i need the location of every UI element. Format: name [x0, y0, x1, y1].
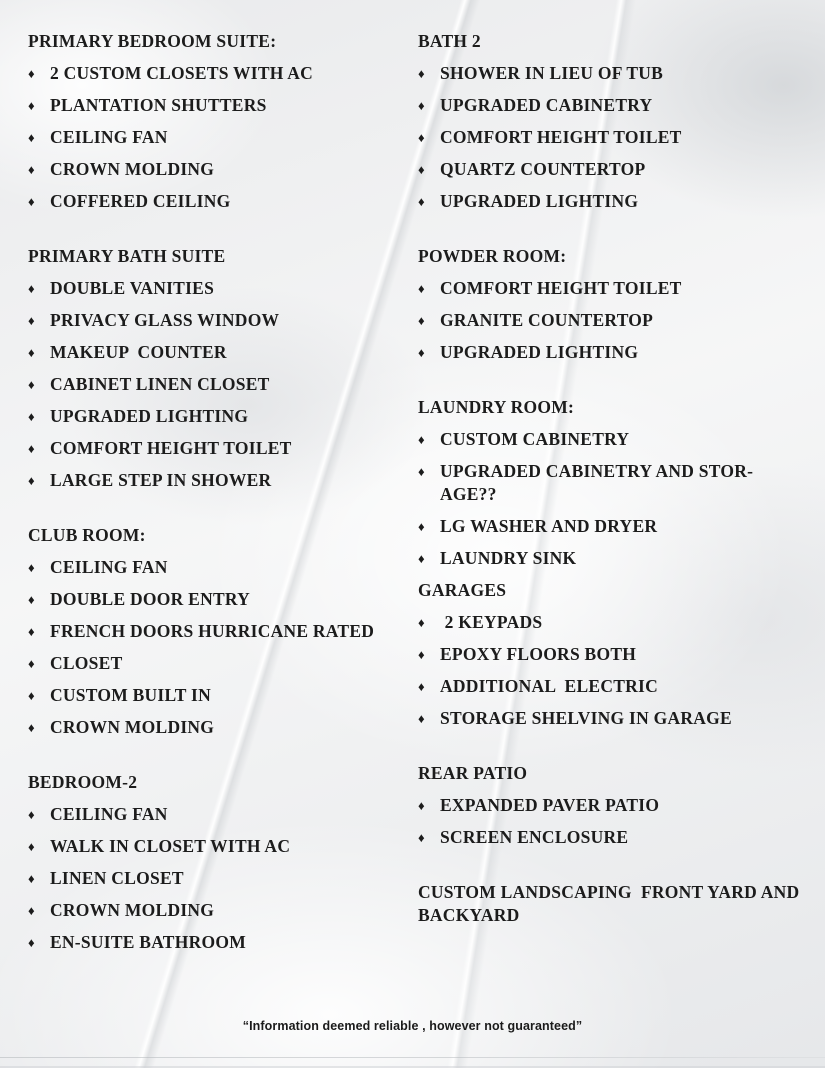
- diamond-bullet-icon: ♦: [418, 830, 425, 845]
- feature-item-text: CEILING FAN: [50, 557, 168, 577]
- feature-item: [28, 835, 410, 858]
- section-title-club-room: CLUB ROOM:: [28, 525, 146, 545]
- section-primary-bath-suite: [28, 245, 410, 492]
- feature-item-text: QUARTZ COUNTERTOP: [440, 159, 646, 179]
- feature-item-text: 2 CUSTOM CLOSETS WITH AC: [50, 63, 314, 83]
- feature-item-text: COMFORT HEIGHT TOILET: [50, 438, 292, 458]
- diamond-bullet-icon: ♦: [418, 432, 425, 447]
- feature-item: [28, 158, 410, 181]
- feature-item-text: EXPANDED PAVER PATIO: [440, 795, 660, 815]
- feature-item: [28, 716, 410, 739]
- feature-item-text: LAUNDRY SINK: [440, 548, 577, 568]
- feature-item: [28, 277, 410, 300]
- feature-item-text: STORAGE SHELVING IN GARAGE: [440, 708, 732, 728]
- feature-item-text: SHOWER IN LIEU OF TUB: [440, 63, 664, 83]
- section-laundry-room: [418, 396, 804, 570]
- feature-item: [418, 428, 804, 451]
- feature-item-text: UPGRADED LIGHTING: [440, 191, 639, 211]
- diamond-bullet-icon: ♦: [28, 345, 35, 360]
- diamond-bullet-icon: ♦: [28, 688, 35, 703]
- diamond-bullet-icon: ♦: [418, 519, 425, 534]
- diamond-bullet-icon: ♦: [28, 313, 35, 328]
- feature-item-text: CROWN MOLDING: [50, 900, 215, 920]
- section-bath-2: [418, 30, 804, 213]
- diamond-bullet-icon: ♦: [28, 656, 35, 671]
- section-bedroom-2: [28, 771, 410, 954]
- feature-item: [28, 620, 410, 643]
- feature-item-text: PLANTATION SHUTTERS: [50, 95, 267, 115]
- section-title-primary-bedroom-suite: PRIMARY BEDROOM SUITE:: [28, 31, 277, 51]
- feature-item-text: WALK IN CLOSET WITH AC: [50, 836, 291, 856]
- diamond-bullet-icon: ♦: [418, 551, 425, 566]
- diamond-bullet-icon: ♦: [418, 281, 425, 296]
- diamond-bullet-icon: ♦: [28, 473, 35, 488]
- feature-item-text: MAKEUP COUNTER: [50, 342, 227, 362]
- diamond-bullet-icon: ♦: [418, 98, 425, 113]
- diamond-bullet-icon: ♦: [28, 560, 35, 575]
- section-title-custom-landscaping: CUSTOM LANDSCAPING FRONT YARD AND BACKYARD: [418, 882, 805, 925]
- diamond-bullet-icon: ♦: [28, 935, 35, 950]
- diamond-bullet-icon: ♦: [418, 313, 425, 328]
- feature-item: [418, 707, 804, 730]
- diamond-bullet-icon: ♦: [418, 130, 425, 145]
- feature-item: [28, 803, 410, 826]
- feature-item: [28, 62, 410, 85]
- diamond-bullet-icon: ♦: [28, 441, 35, 456]
- diamond-bullet-icon: ♦: [28, 592, 35, 607]
- feature-item: [28, 867, 410, 890]
- diamond-bullet-icon: ♦: [418, 66, 425, 81]
- feature-item: [418, 643, 804, 666]
- feature-item: [418, 675, 804, 698]
- diamond-bullet-icon: ♦: [418, 647, 425, 662]
- feature-item: [418, 611, 804, 634]
- disclaimer-text: “Information deemed reliable , however not guaranteed”: [242, 1019, 583, 1033]
- feature-item: [418, 826, 804, 849]
- diamond-bullet-icon: ♦: [418, 711, 425, 726]
- diamond-bullet-icon: ♦: [28, 409, 35, 424]
- diamond-bullet-icon: ♦: [418, 194, 425, 209]
- section-title-bath-2: BATH 2: [418, 31, 481, 51]
- feature-item: [28, 309, 410, 332]
- feature-item: [418, 277, 804, 300]
- feature-item-text: CUSTOM CABINETRY: [440, 429, 630, 449]
- feature-item: [418, 94, 804, 117]
- diamond-bullet-icon: ♦: [418, 679, 425, 694]
- feature-item: [28, 437, 410, 460]
- feature-item-text: 2 KEYPADS: [440, 612, 543, 632]
- feature-item-text: CEILING FAN: [50, 804, 168, 824]
- left-column: [28, 30, 410, 963]
- feature-item: [28, 405, 410, 428]
- marble-seam-line: [0, 1057, 825, 1058]
- feature-item: [28, 684, 410, 707]
- feature-item-text: CUSTOM BUILT IN: [50, 685, 211, 705]
- feature-item: [28, 373, 410, 396]
- diamond-bullet-icon: ♦: [28, 871, 35, 886]
- feature-item: [28, 190, 410, 213]
- feature-item-text: COFFERED CEILING: [50, 191, 231, 211]
- feature-item: [28, 931, 410, 954]
- feature-item: [28, 126, 410, 149]
- diamond-bullet-icon: ♦: [418, 615, 425, 630]
- feature-item-text: LARGE STEP IN SHOWER: [50, 470, 272, 490]
- feature-item: [28, 469, 410, 492]
- feature-item-text: CROWN MOLDING: [50, 717, 215, 737]
- feature-item-text: PRIVACY GLASS WINDOW: [50, 310, 280, 330]
- feature-item-text: DOUBLE VANITIES: [50, 278, 215, 298]
- feature-item-text: LINEN CLOSET: [50, 868, 184, 888]
- feature-item-text: CABINET LINEN CLOSET: [50, 374, 270, 394]
- feature-item-text: UPGRADED CABINETRY: [440, 95, 653, 115]
- feature-item-text: CEILING FAN: [50, 127, 168, 147]
- feature-item-text: DOUBLE DOOR ENTRY: [50, 589, 251, 609]
- section-title-primary-bath-suite: PRIMARY BATH SUITE: [28, 246, 226, 266]
- feature-item-text: UPGRADED CABINETRY AND STOR-AGE??: [440, 461, 754, 504]
- diamond-bullet-icon: ♦: [418, 464, 425, 479]
- diamond-bullet-icon: ♦: [28, 194, 35, 209]
- feature-item: [28, 94, 410, 117]
- right-column: [418, 30, 804, 936]
- section-primary-bedroom-suite: [28, 30, 410, 213]
- feature-item: [28, 556, 410, 579]
- feature-item: [28, 341, 410, 364]
- feature-item: [28, 899, 410, 922]
- feature-item-text: ADDITIONAL ELECTRIC: [440, 676, 658, 696]
- section-title-bedroom-2: BEDROOM-2: [28, 772, 138, 792]
- diamond-bullet-icon: ♦: [28, 807, 35, 822]
- feature-item: [418, 309, 804, 332]
- diamond-bullet-icon: ♦: [28, 162, 35, 177]
- feature-item-text: EN-SUITE BATHROOM: [50, 932, 246, 952]
- feature-item-text: COMFORT HEIGHT TOILET: [440, 127, 682, 147]
- feature-item: [418, 126, 804, 149]
- feature-item-text: CROWN MOLDING: [50, 159, 215, 179]
- feature-item: [418, 62, 804, 85]
- feature-item-text: LG WASHER AND DRYER: [440, 516, 658, 536]
- feature-item-text: FRENCH DOORS HURRICANE RATED: [50, 621, 375, 641]
- feature-item: [418, 158, 804, 181]
- feature-item: [418, 460, 804, 506]
- section-garages: [418, 579, 804, 730]
- diamond-bullet-icon: ♦: [28, 377, 35, 392]
- diamond-bullet-icon: ♦: [28, 130, 35, 145]
- section-title-powder-room: POWDER ROOM:: [418, 246, 567, 266]
- feature-item: [418, 794, 804, 817]
- feature-item-text: CLOSET: [50, 653, 123, 673]
- feature-item: [418, 515, 804, 538]
- feature-item: [418, 547, 804, 570]
- feature-item: [28, 588, 410, 611]
- feature-item-text: UPGRADED LIGHTING: [440, 342, 639, 362]
- feature-item-text: GRANITE COUNTERTOP: [440, 310, 654, 330]
- feature-item-text: EPOXY FLOORS BOTH: [440, 644, 637, 664]
- diamond-bullet-icon: ♦: [418, 345, 425, 360]
- diamond-bullet-icon: ♦: [28, 839, 35, 854]
- feature-item: [418, 190, 804, 213]
- feature-item: [28, 652, 410, 675]
- diamond-bullet-icon: ♦: [28, 98, 35, 113]
- feature-item-text: UPGRADED LIGHTING: [50, 406, 249, 426]
- diamond-bullet-icon: ♦: [28, 281, 35, 296]
- feature-item-text: SCREEN ENCLOSURE: [440, 827, 629, 847]
- section-custom-landscaping: [418, 881, 804, 927]
- feature-item-text: COMFORT HEIGHT TOILET: [440, 278, 682, 298]
- section-club-room: [28, 524, 410, 739]
- feature-item: [418, 341, 804, 364]
- diamond-bullet-icon: ♦: [418, 798, 425, 813]
- diamond-bullet-icon: ♦: [28, 903, 35, 918]
- section-title-rear-patio: REAR PATIO: [418, 763, 528, 783]
- diamond-bullet-icon: ♦: [28, 624, 35, 639]
- diamond-bullet-icon: ♦: [28, 66, 35, 81]
- section-title-garages: GARAGES: [418, 580, 507, 600]
- diamond-bullet-icon: ♦: [418, 162, 425, 177]
- section-powder-room: [418, 245, 804, 364]
- diamond-bullet-icon: ♦: [28, 720, 35, 735]
- section-rear-patio: [418, 762, 804, 849]
- section-title-laundry-room: LAUNDRY ROOM:: [418, 397, 575, 417]
